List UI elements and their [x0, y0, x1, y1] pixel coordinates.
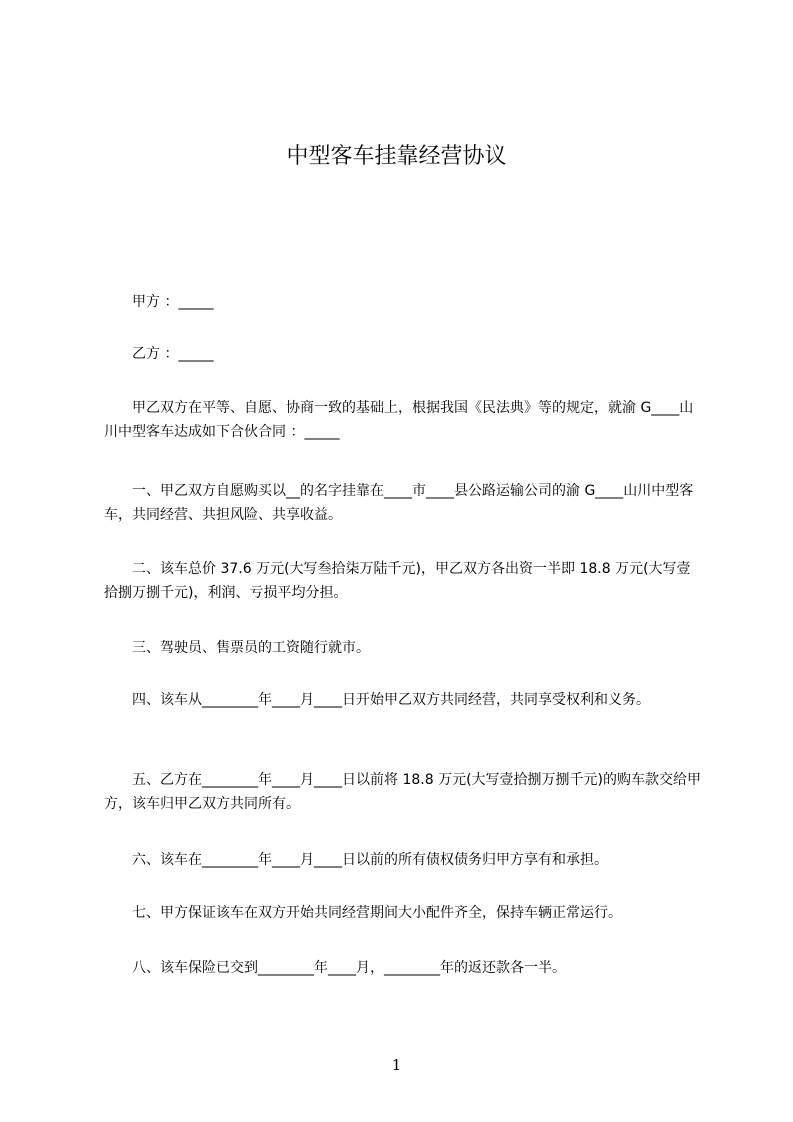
clause-8-paragraph: 八、该车保险已交到________年____月，________年的返还款各一半。 — [104, 960, 566, 976]
page-number: 1 — [391, 1056, 402, 1074]
clause-1-paragraph: 一、甲乙双方自愿购买以__的名字挂靠在____市____县公路运输公司的渝 G____山川中型客车，共同经营、共担风险、共享收益。 — [104, 483, 694, 523]
clause-3-paragraph: 三、驾驶员、售票员的工资随行就市。 — [104, 640, 370, 656]
clause-2-paragraph: 二、该车总价 37.6 万元(大写叁拾柒万陆千元)，甲乙双方各出资一半即 18.8 万元(大写壹拾捌万捌千元)，利润、亏损平均分担。 — [104, 561, 691, 601]
clause-6-paragraph: 六、该车在________年____月____日以前的所有债权债务归甲方享有和承担。 — [104, 852, 608, 868]
clause-4-paragraph: 四、该车从________年____月____日开始甲乙双方共同经营，共同享受权利和义务。 — [104, 692, 650, 708]
clause-7-paragraph: 七、甲方保证该车在双方开始共同经营期间大小配件齐全，保持车辆正常运行。 — [104, 905, 622, 921]
party-a-line: 甲方 ：_____ — [104, 294, 214, 310]
document-title: 中型客车挂靠经营协议 — [286, 144, 507, 169]
clause-5-paragraph: 五、乙方在________年____月____日以前将 18.8 万元(大写壹拾捌万捌千元)的购车款交给甲方，该车归甲乙双方共同所有。 — [104, 772, 701, 812]
party-b-line: 乙方 ：_____ — [104, 346, 214, 362]
preamble-paragraph: 甲乙双方在平等、自愿、协商一致的基础上，根据我国《民法典》等的规定，就渝 G____山川中型客车达成如下合伙合同 ：_____ — [104, 400, 694, 440]
